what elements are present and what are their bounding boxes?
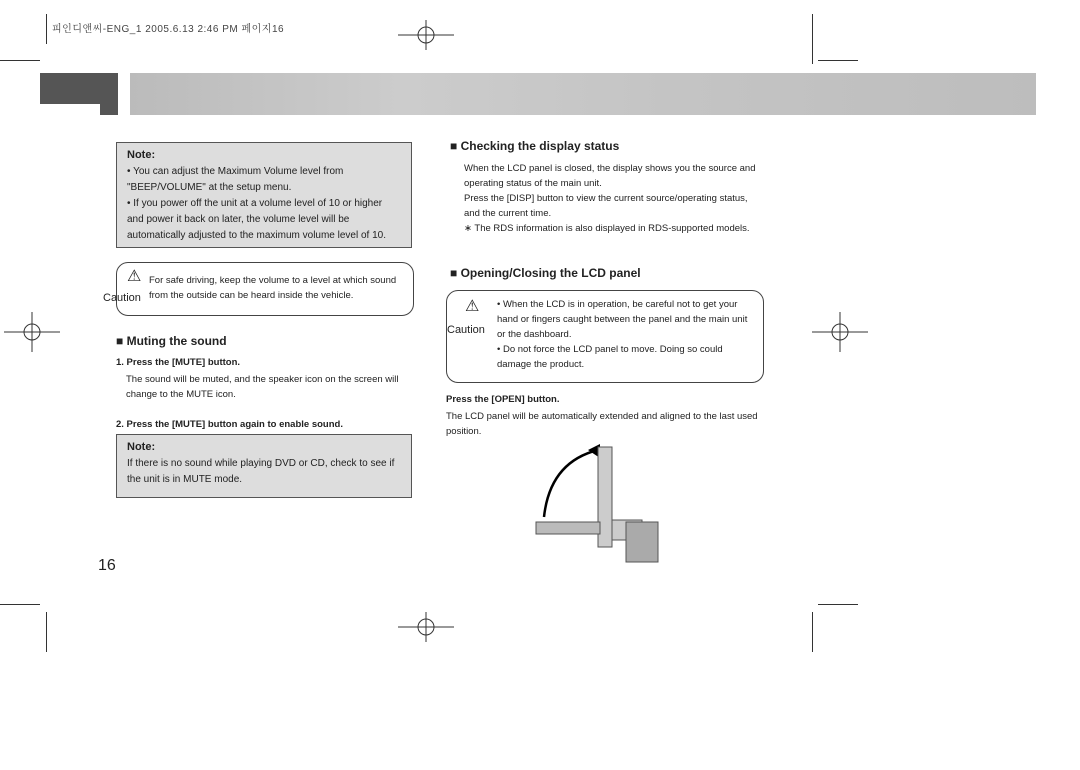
caution-label: Caution [103, 292, 141, 304]
warning-icon: ⚠ [127, 268, 142, 285]
print-header: 피인디앤씨-ENG_1 2005.6.13 2:46 PM 페이지16 [52, 24, 285, 35]
section-heading: ■ Opening/Closing the LCD panel [450, 266, 641, 280]
caution-label: Caution [447, 324, 485, 336]
paragraph-text: Press the [DISP] button to view the current source/operating status, and the current time. [464, 193, 748, 219]
crop-mark [46, 14, 47, 44]
crop-mark [46, 612, 47, 652]
caution-item: • Do not force the LCD panel to move. Doing so could damage the product. [497, 344, 723, 370]
note-box [116, 142, 412, 248]
lcd-panel-illustration [530, 442, 665, 567]
note-item: • You can adjust the Maximum Volume level from "BEEP/VOLUME" at the setup menu. [127, 166, 344, 193]
paragraph [464, 161, 758, 236]
step-heading: 1. Press the [MUTE] button. [116, 357, 241, 368]
crop-mark [812, 612, 813, 652]
note-title: Note: [127, 149, 156, 161]
page-number: 16 [98, 557, 116, 574]
caution-box [446, 290, 764, 383]
note-item: • If you power off the unit at a volume level of 10 or higher and power it back on later, the volume level will be automatically adjusted to the maximum volume level of 10. [127, 198, 387, 241]
note-box [116, 434, 412, 498]
registration-mark-icon [398, 612, 454, 642]
paragraph-text: ∗ The RDS information is also displayed in RDS-supported models. [464, 223, 750, 234]
step-text: The sound will be muted, and the speaker icon on the screen will change to the MUTE icon. [126, 374, 399, 400]
chapter-tab [100, 73, 118, 115]
crop-mark [818, 604, 858, 605]
crop-mark [0, 604, 40, 605]
registration-mark-icon [398, 20, 454, 50]
note-text: If there is no sound while playing DVD or CD, check to see if the unit is in MUTE mode. [127, 458, 395, 485]
step-text: The LCD panel will be automatically extended and aligned to the last used position. [446, 411, 758, 437]
note-title: Note: [127, 441, 156, 453]
caution-item: • When the LCD is in operation, be careful not to get your hand or fingers caught between the panel and the main unit or the dashboard. [497, 299, 748, 340]
paragraph-text: When the LCD panel is closed, the display shows you the source and operating status of the main unit. [464, 163, 756, 189]
section-heading: ■ Checking the display status [450, 139, 620, 153]
registration-mark-icon [4, 312, 60, 352]
step-heading: Press the [OPEN] button. [446, 394, 560, 405]
caution-box [103, 262, 414, 316]
caution-text: For safe driving, keep the volume to a level at which sound from the outside can be heard inside the vehicle. [149, 275, 397, 301]
step-heading: 2. Press the [MUTE] button again to enable sound. [116, 419, 343, 430]
warning-icon: ⚠ [465, 298, 480, 315]
crop-mark [0, 60, 40, 61]
crop-mark [812, 14, 813, 64]
header-banner [130, 73, 1036, 115]
section-heading: ■ Muting the sound [116, 334, 227, 348]
crop-mark [818, 60, 858, 61]
registration-mark-icon [812, 312, 868, 352]
